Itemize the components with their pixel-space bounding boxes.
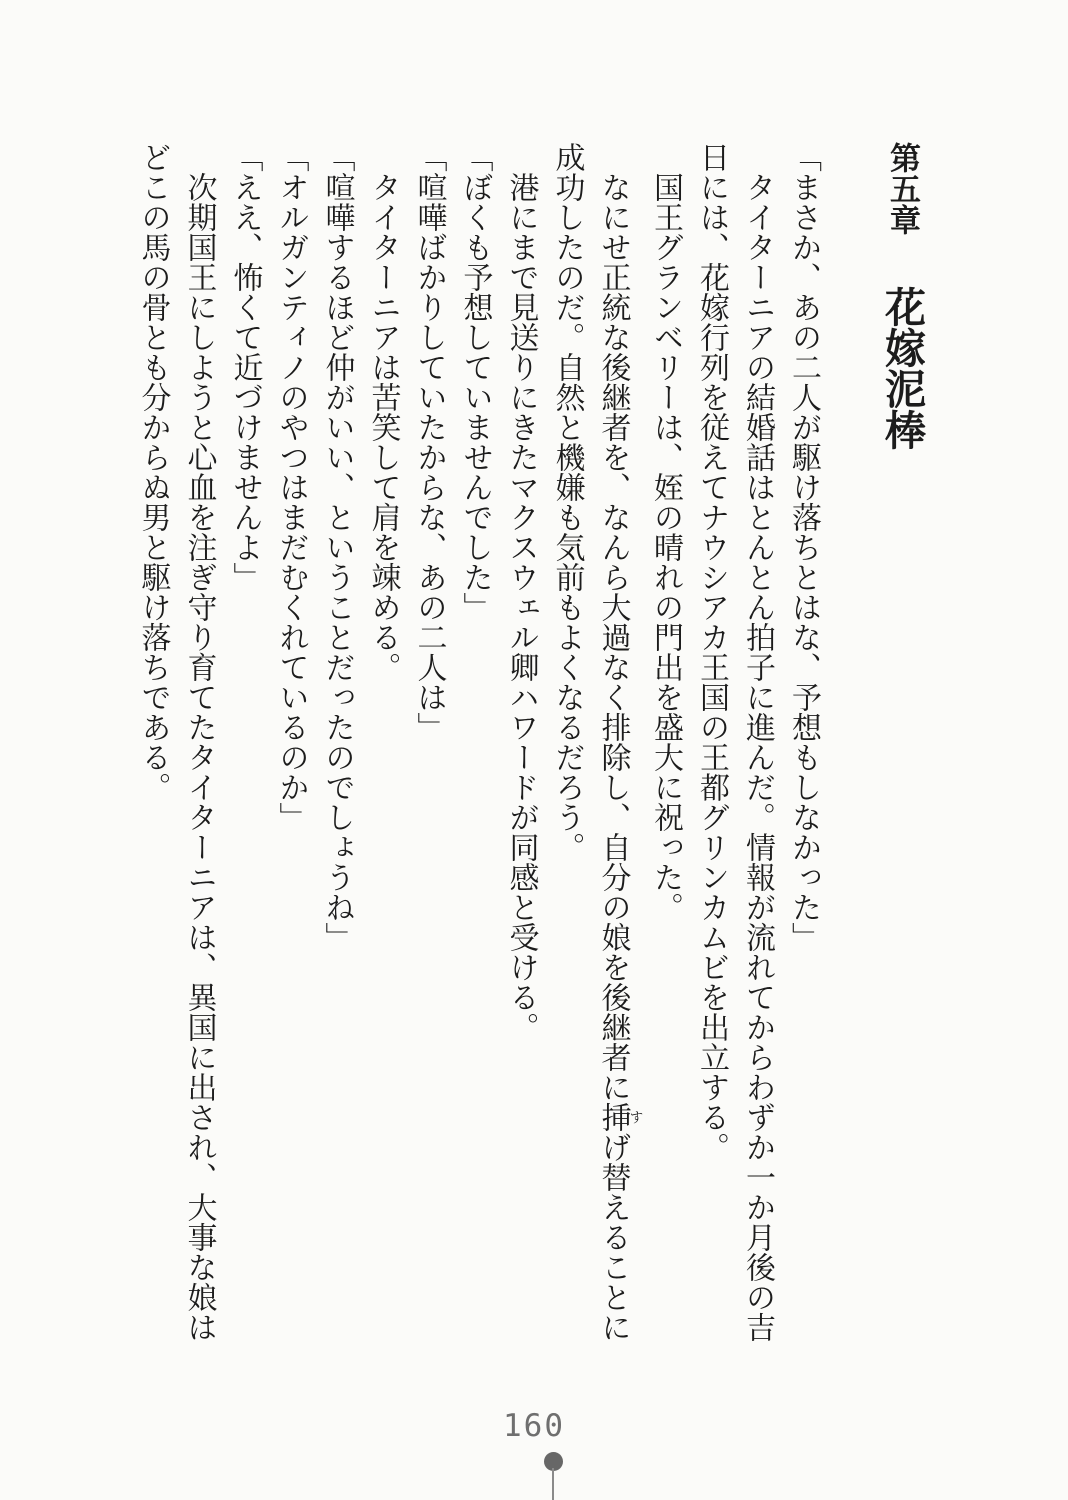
chapter-number: 第五章	[885, 142, 920, 235]
paragraph: 次期国王にしようと心血を注ぎ守り育てたタイターニアは、異国に出され、大事な娘はどこの馬の骨とも分からぬ男と駆け落ちである。	[136, 142, 216, 1342]
paragraph: 「喧嘩するほど仲がいい、ということだったのでしょうね」	[320, 142, 354, 952]
paragraph: 「まさか、あの二人が駆け落ちとはな、予想もしなかった」	[787, 142, 820, 952]
paragraph: タイターニアの結婚話はとんとん拍子に進んだ。情報が流れてからわずか一か月後の吉日には、花嫁行列を従えてナウシアカ王国の王都グリンカムビを出立する。	[695, 142, 774, 1342]
body-text	[130, 142, 827, 1342]
marker-dot-icon	[544, 1452, 563, 1471]
chapter-heading	[870, 142, 934, 1342]
paragraph: 国王グランベリーは、姪の晴れの門出を盛大に祝った。	[649, 172, 682, 922]
paragraph: なにせ正統な後継者を、なんら大過なく排除し、自分の娘を後継者に挿すげ替えることに成功したのだ。自然と機嫌も気前もよくなるだろう。	[550, 142, 643, 1342]
page-number: 160	[503, 1408, 565, 1444]
furigana-ruby: 挿す	[596, 1102, 643, 1132]
paragraph: タイターニアは苦笑して肩を竦める。	[366, 172, 400, 682]
marker-line	[552, 1468, 554, 1500]
chapter-title: 花嫁泥棒	[879, 286, 925, 450]
page-text	[130, 142, 935, 1342]
paragraph: 「ええ、怖くて近づけませんよ」	[228, 142, 262, 592]
paragraph: 港にまで見送りにきたマクスウェル卿ハワードが同感と受ける。	[504, 172, 538, 1042]
paragraph: 「喧嘩ばかりしていたからな、あの二人は」	[412, 142, 446, 742]
paragraph: 「オルガンティノのやつはまだむくれているのか」	[274, 142, 308, 832]
paragraph: 「ぼくも予想していませんでした」	[458, 142, 492, 622]
